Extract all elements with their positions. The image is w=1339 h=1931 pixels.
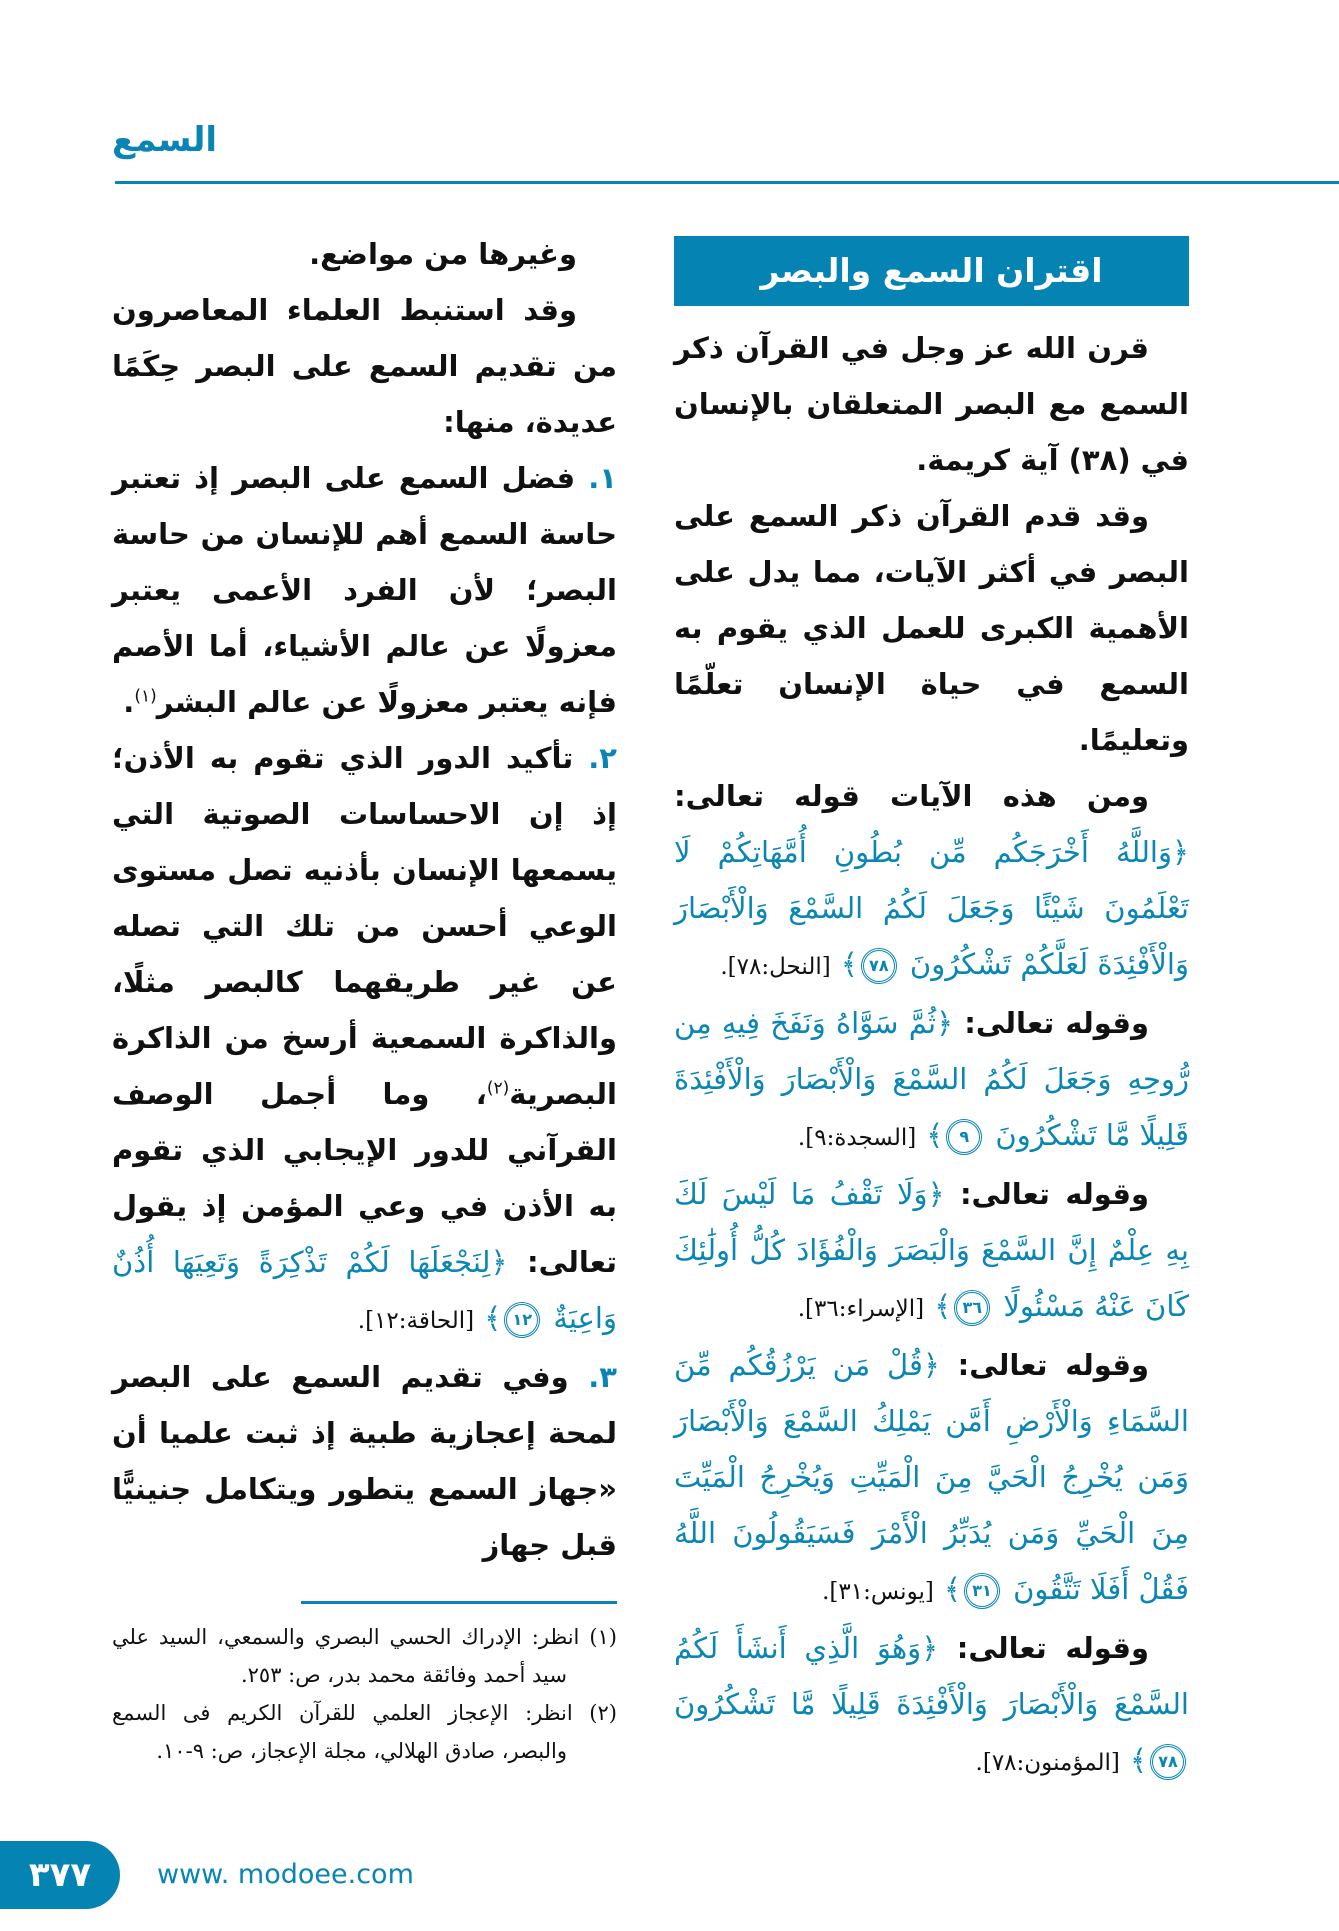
footnote-text: انظر: الإدراك الحسي البصري والسمعي، السيد علي سيد أحمد وفائقة محمد بدر، ص: ٢٥٣. xyxy=(112,1625,580,1687)
quran-open-bracket-icon: ﴿ xyxy=(927,1177,945,1211)
quran-open-bracket-icon: ﴿ xyxy=(936,1006,954,1040)
footnote-ref[interactable]: (١) xyxy=(134,686,157,707)
footnotes xyxy=(112,1618,617,1770)
list-text: وفي تقديم السمع على البصر لمحة إعجازية طبية إذ ثبت علميا أن «جهاز السمع يتطور ويتكامل جنينيًّا قبل جهاز xyxy=(112,1360,617,1562)
verse-paragraph xyxy=(674,995,1189,1166)
verse-intro: وقوله تعالى: xyxy=(964,1006,1149,1040)
list-end: . xyxy=(123,685,135,719)
footnote-divider xyxy=(301,1601,617,1604)
quran-verse: وَاللَّهُ أَخْرَجَكُم مِّن بُطُونِ أُمَّهَاتِكُمْ لَا تَعْلَمُونَ شَيْئًا وَجَعَلَ لَكُمُ السَّمْعَ وَالْأَبْصَارَ وَالْأَفْئِدَةَ لَعَلَّكُمْ تَشْكُرُونَ xyxy=(674,835,1189,981)
quran-close-bracket-icon: ﴾ xyxy=(943,1572,961,1606)
ayah-number: ٧٨ xyxy=(861,948,897,984)
verse-paragraph xyxy=(674,1166,1189,1337)
footnote-number: (٢) xyxy=(589,1701,617,1725)
verse-reference: [الإسراء:٣٦]. xyxy=(797,1296,925,1322)
paragraph: وقد قدم القرآن ذكر السمع على البصر في أكثر الآيات، مما يدل على الأهمية الكبرى للعمل الذي يقوم به السمع في حياة الإنسان تعلّمًا وتعليمًا. xyxy=(674,499,1189,757)
left-column xyxy=(112,226,617,1770)
verse-paragraph xyxy=(674,768,1189,995)
ayah-number: ٩ xyxy=(946,1119,982,1155)
verse-intro: وقوله تعالى: xyxy=(957,1348,1149,1382)
footnote-ref[interactable]: (٢) xyxy=(486,1078,510,1099)
verse-intro: وقوله تعالى: xyxy=(956,1631,1149,1665)
verse-reference: [السجدة:٩]. xyxy=(797,1125,917,1151)
verse-reference: [يونس:٣١]. xyxy=(822,1579,934,1605)
footnote-number: (١) xyxy=(589,1625,617,1649)
list-number: ٣. xyxy=(588,1360,617,1394)
header-divider xyxy=(115,181,1339,184)
right-column xyxy=(674,226,1189,1791)
page-footer xyxy=(0,1821,1339,1931)
running-header-title: السمع xyxy=(112,120,218,160)
quran-verse: لِنَجْعَلَهَا لَكُمْ تَذْكِرَةً وَتَعِيَهَا أُذُنٌ وَاعِيَةٌ xyxy=(112,1245,617,1335)
quran-verse: وَلَا تَقْفُ مَا لَيْسَ لَكَ بِهِ عِلْمٌ إِنَّ السَّمْعَ وَالْبَصَرَ وَالْفُؤَادَ كُلُّ أُولَٰئِكَ كَانَ عَنْهُ مَسْئُولًا xyxy=(674,1177,1189,1323)
list-text-continued: ، وما أجمل الوصف القرآني للدور الإيجابي الذي تقوم به الأذن في وعي المؤمن إذ يقول تعالى: xyxy=(112,1077,617,1279)
ayah-number: ٣٦ xyxy=(954,1290,990,1326)
ayah-number: ١٢ xyxy=(504,1302,540,1338)
verse-intro: وقوله تعالى: xyxy=(959,1177,1149,1211)
quran-open-bracket-icon: ﴿ xyxy=(921,1631,939,1665)
paragraph: قرن الله عز وجل في القرآن ذكر السمع مع البصر المتعلقان بالإنسان في (٣٨) آية كريمة. xyxy=(674,331,1189,477)
quran-close-bracket-icon: ﴾ xyxy=(840,947,858,981)
quran-open-bracket-icon: ﴿ xyxy=(922,1348,940,1382)
quran-close-bracket-icon: ﴾ xyxy=(1130,1743,1147,1777)
page-body xyxy=(0,186,1339,1791)
quran-close-bracket-icon: ﴾ xyxy=(934,1289,952,1323)
footnote xyxy=(112,1618,617,1694)
list-number: ١. xyxy=(588,461,617,495)
paragraph: وقد استنبط العلماء المعاصرون من تقديم السمع على البصر حِكَمًا عديدة، منها: xyxy=(112,293,617,439)
list-item xyxy=(112,450,617,730)
ayah-number: ٧٨ xyxy=(1150,1744,1186,1780)
running-header xyxy=(0,0,1339,186)
footnote xyxy=(112,1694,617,1770)
quran-close-bracket-icon: ﴾ xyxy=(926,1118,944,1152)
quran-verse: وَهُوَ الَّذِي أَنشَأَ لَكُمُ السَّمْعَ وَالْأَبْصَارَ وَالْأَفْئِدَةَ قَلِيلًا مَّا تَشْكُرُونَ xyxy=(674,1631,1189,1721)
quran-verse: ثُمَّ سَوَّاهُ وَنَفَخَ فِيهِ مِن رُّوحِهِ وَجَعَلَ لَكُمُ السَّمْعَ وَالْأَبْصَارَ وَالْأَفْئِدَةَ قَلِيلًا مَّا تَشْكُرُونَ xyxy=(674,1006,1189,1152)
verse-paragraph xyxy=(674,1620,1189,1791)
verse-intro: ومن هذه الآيات قوله تعالى: xyxy=(674,779,1149,813)
verse-reference: [النحل:٧٨]. xyxy=(720,954,831,980)
section-title: اقتران السمع والبصر xyxy=(674,236,1189,306)
list-text: تأكيد الدور الذي تقوم به الأذن؛ إذ إن الاحساسات الصوتية التي يسمعها الإنسان بأذنيه تصل مستوى الوعي أحسن من تلك التي تصله عن غير طريقهما كالبصر مثلًا، والذاكرة السمعية أرسخ من الذاكرة البصرية xyxy=(112,741,617,1111)
list-item xyxy=(112,730,617,1349)
page-number: ٣٧٧ xyxy=(0,1841,120,1909)
quran-verse: قُلْ مَن يَرْزُقُكُم مِّنَ السَّمَاءِ وَالْأَرْضِ أَمَّن يَمْلِكُ السَّمْعَ وَالْأَبْصَارَ وَمَن يُخْرِجُ الْحَيَّ مِنَ الْمَيِّتِ وَيُخْرِجُ الْمَيِّتَ مِنَ الْحَيِّ وَمَن يُدَبِّرُ الْأَمْرَ فَسَيَقُولُونَ اللَّهُ فَقُلْ أَفَلَا تَتَّقُونَ xyxy=(674,1348,1189,1606)
list-number: ٢. xyxy=(588,741,617,775)
list-item xyxy=(112,1349,617,1573)
website-link[interactable]: www. modoee.com xyxy=(157,1859,414,1890)
ayah-number: ٣١ xyxy=(964,1573,1000,1609)
verse-paragraph xyxy=(674,1337,1189,1620)
footnote-text: انظر: الإعجاز العلمي للقرآن الكريم فى السمع والبصر، صادق الهلالي، مجلة الإعجاز، ص: ٩-١٠. xyxy=(112,1701,573,1763)
verse-reference: [الحاقة:١٢]. xyxy=(357,1308,475,1334)
quran-open-bracket-icon: ﴿ xyxy=(490,1245,508,1279)
paragraph: وغيرها من مواضع. xyxy=(309,237,577,271)
quran-close-bracket-icon: ﴾ xyxy=(484,1301,502,1335)
verse-reference: [المؤمنون:٧٨]. xyxy=(975,1750,1120,1776)
list-text: فضل السمع على البصر إذ تعتبر حاسة السمع أهم للإنسان من حاسة البصر؛ لأن الفرد الأعمى يعتبر معزولًا عن عالم الأشياء، أما الأصم فإنه يعتبر معزولًا عن عالم البشر xyxy=(112,461,617,719)
quran-open-bracket-icon: ﴿ xyxy=(1172,835,1189,869)
